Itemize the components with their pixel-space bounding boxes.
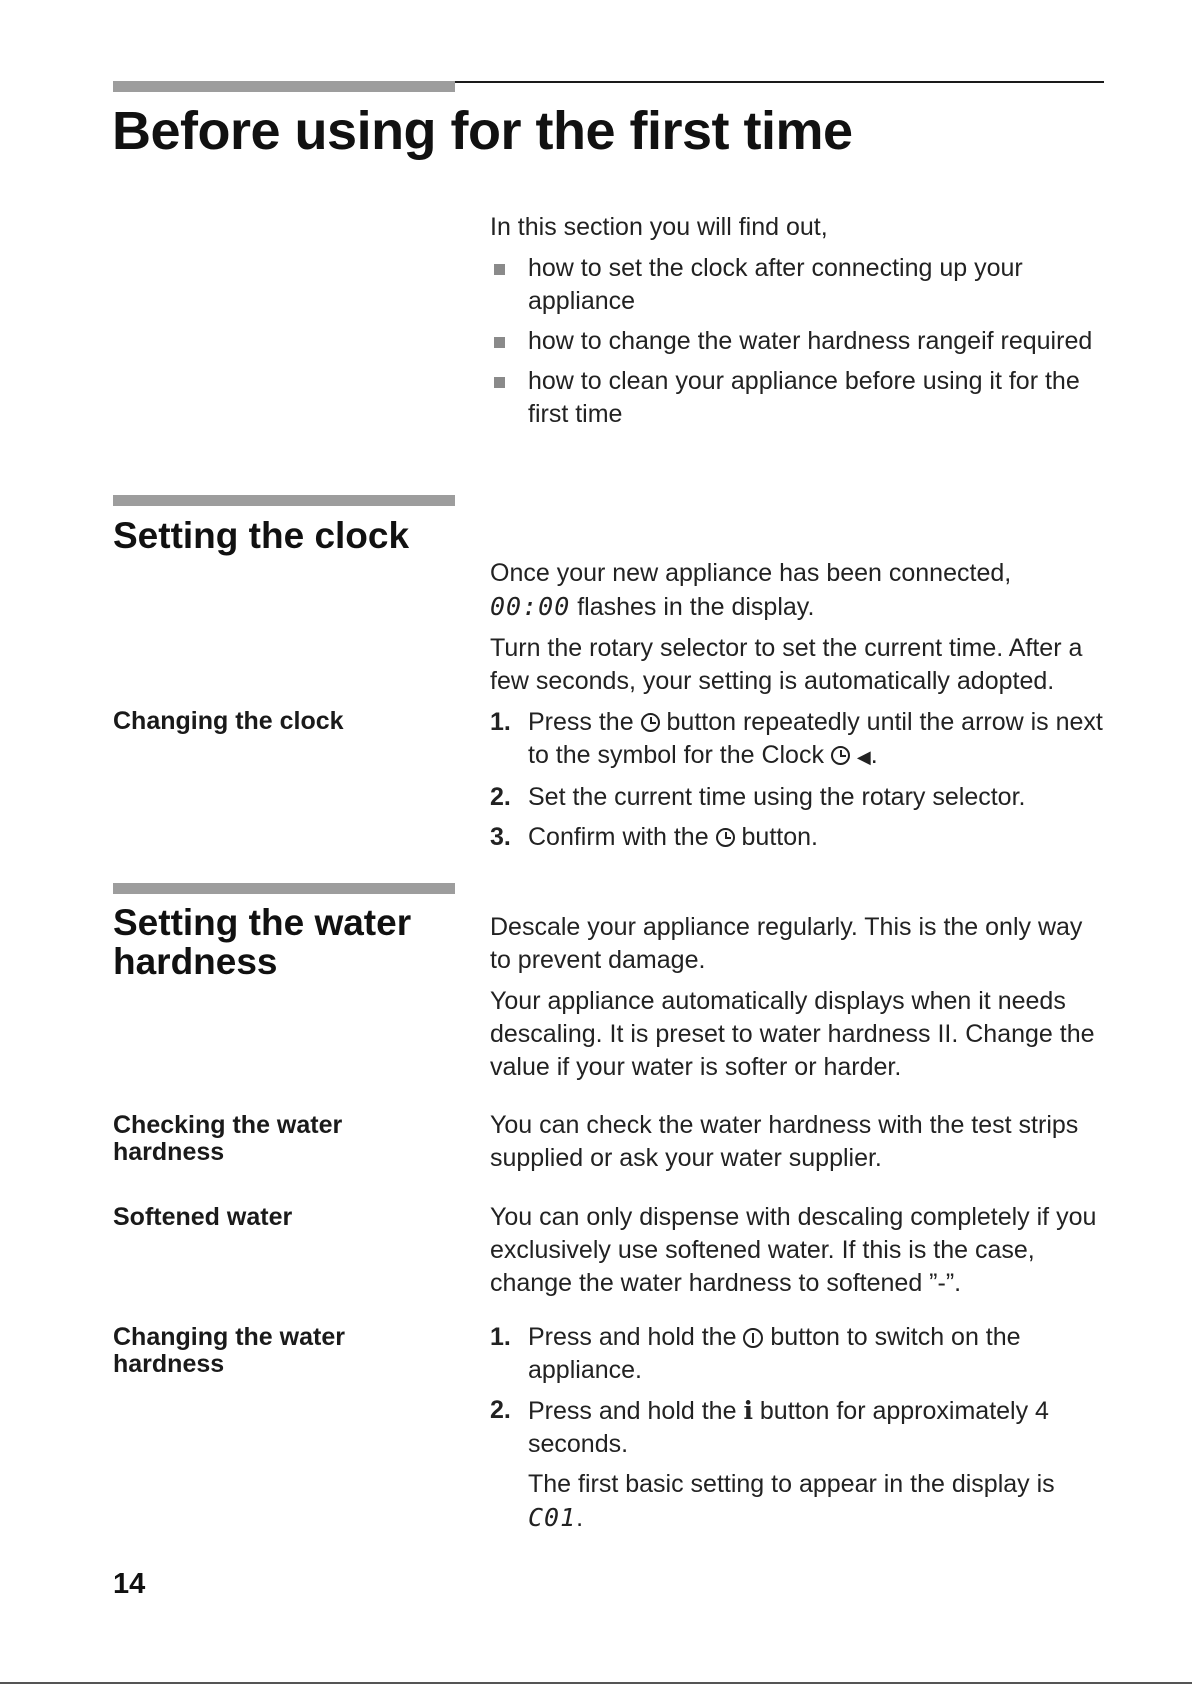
clock-paragraph-1: Once your new appliance has been connected, 00:00 flashes in the display.	[490, 559, 1012, 621]
footer-rule	[0, 1682, 1192, 1684]
clock-paragraph-2: Turn the rotary selector to set the current time. After a few seconds, your setting is automatically adopted.	[490, 634, 1083, 695]
water-intro-block	[490, 911, 1110, 1092]
water-paragraph-2: Your appliance automatically displays when it needs descaling. It is preset to water hardness II. Change the value if your water is softer or harder.	[490, 987, 1095, 1081]
display-code: C01	[528, 1503, 577, 1532]
soft-paragraph: You can only dispense with descaling completely if you exclusively use softened water. If this is the case, change the water hardness to softened ”-”.	[490, 1203, 1097, 1297]
clock-icon	[831, 746, 850, 765]
check-paragraph: You can check the water hardness with the test strips supplied or ask your water supplier.	[490, 1111, 1079, 1172]
section-accent-bar	[113, 883, 455, 894]
title-accent-bar	[113, 81, 455, 92]
clock-block	[490, 557, 1110, 861]
clock-icon	[716, 828, 735, 847]
arrow-left-icon: ◀	[856, 747, 871, 767]
step-item: 1. Press and hold the button to switch on the appliance.	[490, 1323, 1021, 1384]
clock-icon	[641, 713, 660, 732]
bullet-square-icon	[494, 377, 505, 388]
section-heading-water: Setting the water hardness	[113, 902, 412, 982]
intro-lead: In this section you will find out,	[490, 213, 828, 241]
list-item: how to change the water hardness rangeif required	[490, 325, 1110, 358]
header-rule	[455, 81, 1104, 83]
page-number: 14	[113, 1568, 146, 1600]
list-item: how to clean your appliance before using it for the first time	[490, 365, 1110, 431]
step-item: 2. Press and hold the i button for approximately 4 seconds. The first basic setting to appear in the display is C01.	[490, 1394, 1110, 1535]
power-icon	[743, 1328, 763, 1348]
soft-block	[490, 1201, 1110, 1308]
bullet-square-icon	[494, 337, 505, 348]
bullet-square-icon	[494, 264, 505, 275]
section-accent-bar	[113, 495, 455, 506]
subheading-changing-clock: Changing the clock	[113, 707, 344, 735]
page-title: Before using for the first time	[112, 101, 853, 161]
list-item: how to set the clock after connecting up your appliance	[490, 252, 1110, 318]
step-item: 2. Set the current time using the rotary selector.	[490, 783, 1026, 811]
display-code: 00:00	[490, 592, 571, 621]
section-heading-clock: Setting the clock	[113, 515, 410, 556]
change-water-block	[490, 1321, 1110, 1542]
info-icon: i	[743, 1396, 753, 1425]
subheading-checking-water: Checking the water hardness	[113, 1111, 343, 1166]
subheading-softened-water: Softened water	[113, 1203, 293, 1231]
step-item: 3. Confirm with the button.	[490, 823, 818, 851]
subheading-changing-water: Changing the water hardness	[113, 1323, 345, 1378]
intro-block	[490, 211, 1110, 438]
step-item: 1. Press the button repeatedly until the arrow is next to the symbol for the Clock ◀.	[490, 708, 1103, 769]
check-block	[490, 1109, 1110, 1183]
step-note: The first basic setting to appear in the display is C01.	[528, 1470, 1055, 1532]
water-paragraph-1: Descale your appliance regularly. This is the only way to prevent damage.	[490, 913, 1083, 974]
